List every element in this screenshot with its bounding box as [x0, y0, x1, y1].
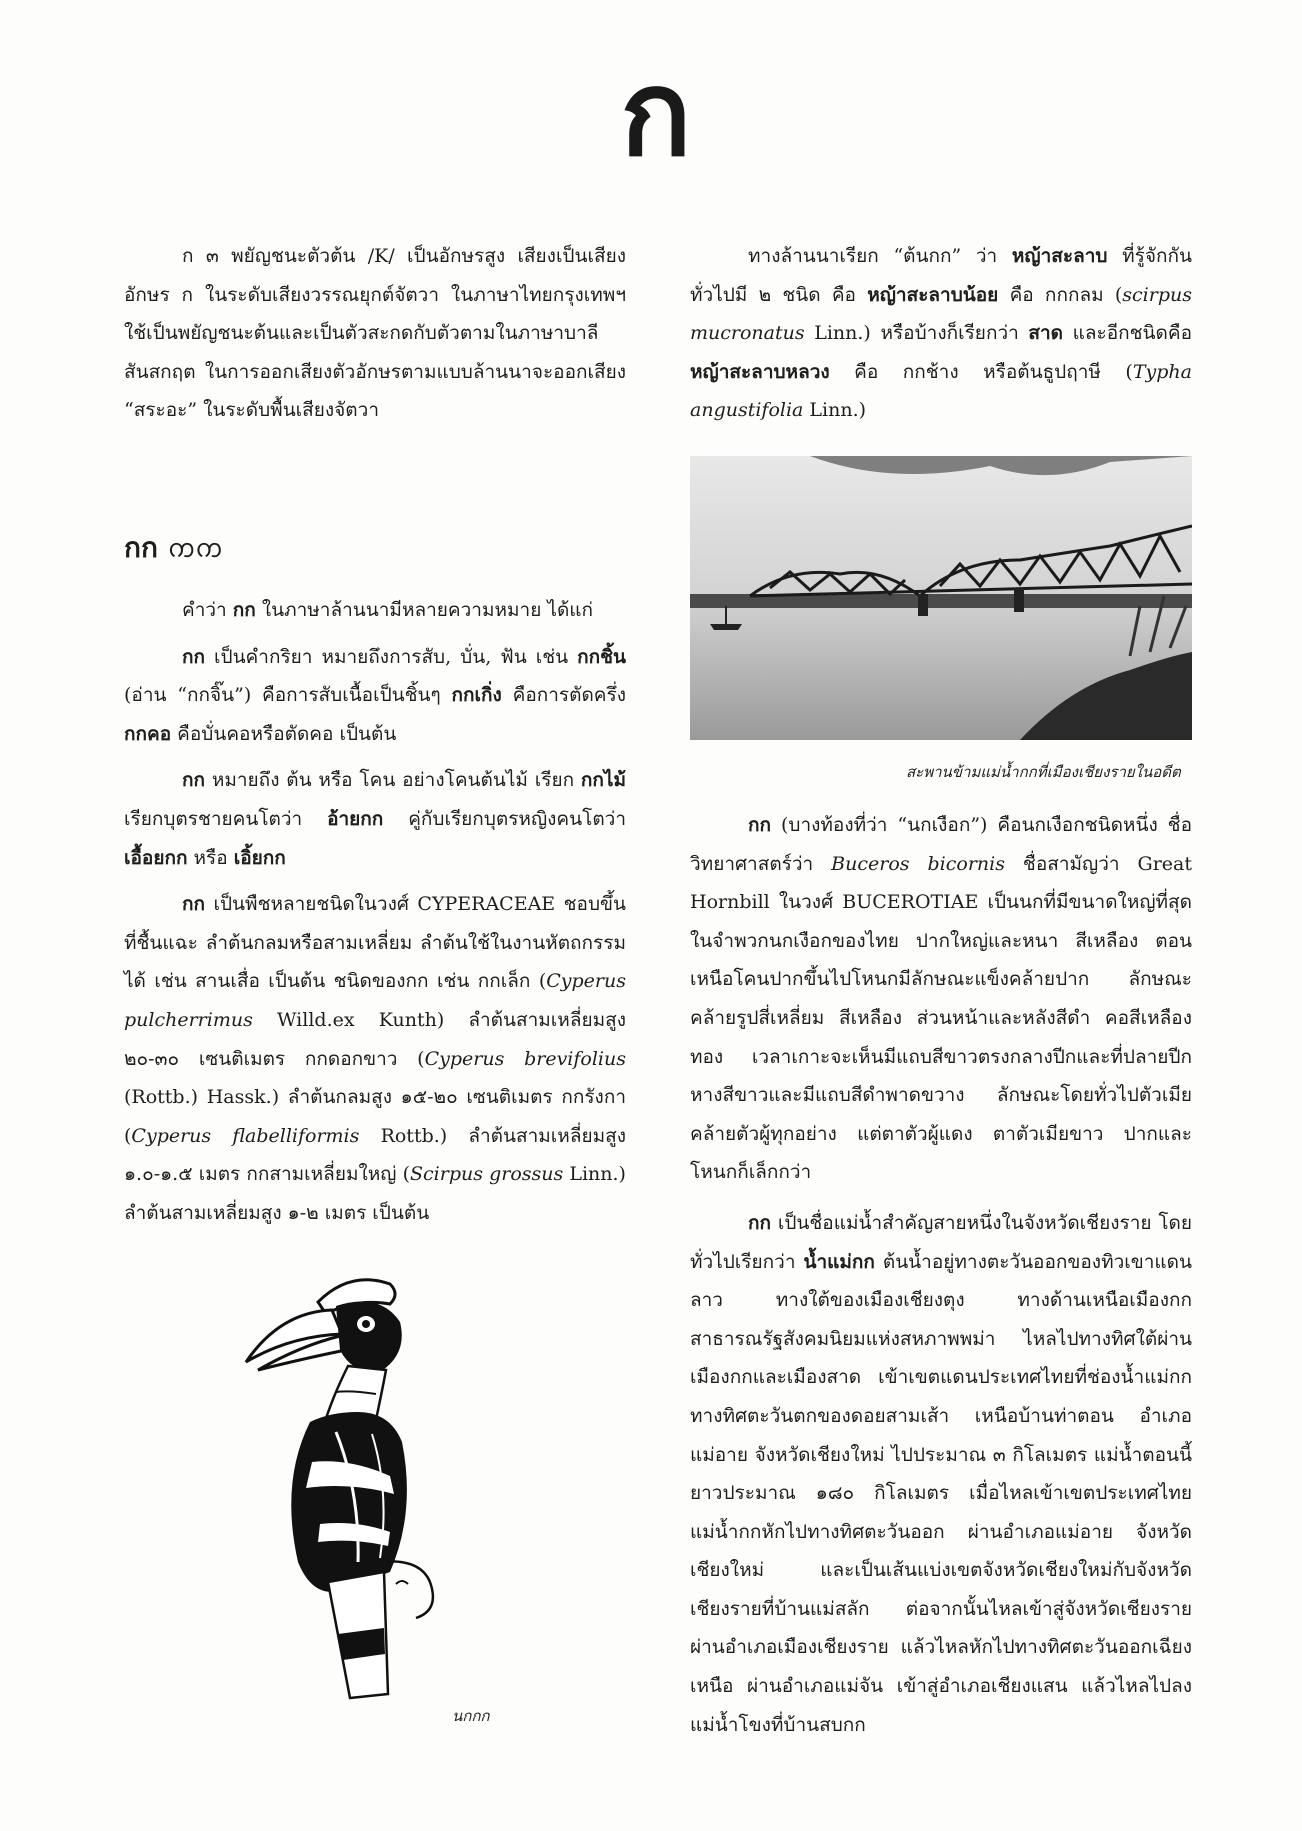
- sedge-local-names-paragraph: ทางล้านนาเรียก “ต้นกก” ว่า หญ้าสะลาบ ที่รู้จักกันทั่วไปมี ๒ ชนิด คือ หญ้าสะลาบน้อย คือ กกกลม (scirpus mucronatus Linn.) หรือบ้างก็เรียกว่า สาด และอีกชนิดคือ หญ้าสะลาบหลวง คือ กกช้าง หรือต้นธูปฤาษี (Typha angustifolia Linn.): [690, 245, 1193, 422]
- right-column: [690, 237, 1192, 430]
- right-column-lower: [690, 806, 1192, 1744]
- meaning-paragraph-2: กก หมายถึง ต้น หรือ โคน อย่างโคนต้นไม้ เรียก กกไม้ เรียกบุตรชายคนโตว่า อ้ายกก คู่กับเรียกบุตรหญิงคนโตว่า เอื้อยกก หรือ เอิ้ยกก: [124, 769, 626, 869]
- entry-word: กก: [124, 531, 158, 564]
- left-column: [124, 237, 626, 430]
- hornbill-illustration: [240, 1262, 490, 1702]
- bird-caption: นกกก: [452, 1707, 490, 1725]
- hornbill-paragraph: กก (บางท้องที่ว่า “นกเงือก”) คือนกเงือกชนิดหนึ่ง ชื่อวิทยาศาสตร์ว่า Buceros bicornis ชื่อสามัญว่า Great Hornbill ในวงศ์ BUCEROTIAE เป็นนกที่มีขนาดใหญ่ที่สุดในจำพวกนกเงือกของไทย ปากใหญ่และหนา สีเหลือง ตอนเหนือโคนปากขึ้นไปโหนกมีลักษณะแข็งคล้ายปาก ลักษณะคล้ายรูปสี่เหลี่ยม สีเหลือง ส่วนหน้าและหลังสีดำ คอสีเหลืองทอง เวลาเกาะจะเห็นมีแถบสีขาวตรงกลางปีกและที่ปลายปีก หางสีขาวและมีแถบสีดำพาดขวาง ลักษณะโดยทั่วไปตัวเมียคล้ายตัวผู้ทุกอย่าง แต่ตาตัวผู้แดง ตาตัวเมียขาว ปากและโหนกก็เล็กกว่า: [690, 814, 1192, 1184]
- bridge-photo: [690, 456, 1192, 740]
- entry-heading: [124, 528, 223, 569]
- meaning-paragraph-1: กก เป็นคำกริยา หมายถึงการสับ, บั่น, ฟัน เช่น กกชิ้น (อ่าน “กกจิ๊น”) คือการสับเนื้อเป็นชิ้นๆ กกเกิ่ง คือการตัดครึ่ง กกคอ คือบั่นคอหรือตัดคอ เป็นต้น: [124, 645, 626, 745]
- kok-river-paragraph: กก เป็นชื่อแม่น้ำสำคัญสายหนึ่งในจังหวัดเชียงราย โดยทั่วไปเรียกว่า น้ำแม่กก ต้นน้ำอยู่ทางตะวันออกของทิวเขาแดนลาว ทางใต้ของเมืองเชียงตุง ทางด้านเหนือเมืองกก สาธารณรัฐสังคมนิยมแห่งสหภาพพม่า ไหลไปทางทิศใต้ผ่านเมืองกกและเมืองสาด เข้าเขตแดนประเทศไทยที่ช่องน้ำแม่กก ทางทิศตะวันตกของดอยสามเส้า เหนือบ้านท่าตอน อำเภอแม่อาย จังหวัดเชียงใหม่ ไปประมาณ ๓ กิโลเมตร แม่น้ำตอนนี้ยาวประมาณ ๑๘๐ กิโลเมตร เมื่อไหลเข้าเขตประเทศไทยแม่น้ำกกหักไปทางทิศตะวันออก ผ่านอำเภอแม่อาย จังหวัดเชียงใหม่ และเป็นเส้นแบ่งเขตจังหวัดเชียงใหม่กับจังหวัดเชียงรายที่บ้านแม่สลัก ต่อจากนั้นไหลเข้าสู่จังหวัดเชียงราย ผ่านอำเภอเมืองเชียงราย แล้วไหลหักไปทางทิศตะวันออกเฉียงเหนือ ผ่านอำเภอแม่จัน เข้าสู่อำเภอเชียงแสน แล้วไหลไปลงแม่น้ำโขงที่บ้านสบกก: [690, 1211, 1192, 1736]
- section-letter: ก: [620, 44, 692, 182]
- entry-lanna-script: ᨠᨠ: [167, 534, 223, 564]
- meanings-intro: คำว่า กก ในภาษาล้านนามีหลายความหมาย ได้แก่: [182, 599, 594, 621]
- bridge-photo-drawing: [690, 456, 1192, 740]
- meaning-paragraph-3: กก เป็นพืชหลายชนิดในวงศ์ CYPERACEAE ชอบขึ้นที่ชื้นแฉะ ลำต้นกลมหรือสามเหลี่ยม ลำต้นใช้ในงานหัตถกรรมได้ เช่น สานเสื่อ เป็นต้น ชนิดของกก เช่น กกเล็ก (Cyperus pulcherrimus Willd.ex Kunth) ลำต้นสามเหลี่ยมสูง ๒๐-๓๐ เซนติเมตร กกดอกขาว (Cyperus brevifolius (Rottb.) Hassk.) ลำต้นกลมสูง ๑๕-๒๐ เซนติเมตร กกรังกา (Cyperus flabelliformis Rottb.) ลำต้นสามเหลี่ยมสูง ๑.๐-๑.๕ เมตร กกสามเหลี่ยมใหญ่ (Scirpus grossus Linn.) ลำต้นสามเหลี่ยมสูง ๑-๒ เมตร เป็นต้น: [124, 893, 626, 1224]
- bridge-photo-caption: สะพานข้ามแม่น้ำกกที่เมืองเชียงรายในอดีต: [906, 763, 1181, 781]
- intro-paragraph: ก ๓ พยัญชนะตัวต้น /K/ เป็นอักษรสูง เสียงเป็นเสียงอักษร ก ในระดับเสียงวรรณยุกต์จัตวา ในภาษาไทยกรุงเทพฯ ใช้เป็นพยัญชนะต้นและเป็นตัวสะกดกับตัวตามในภาษาบาลีสันสกฤต ในการออกเสียงตัวอักษรตามแบบล้านนาจะออกเสียง “สระอะ” ในระดับพื้นเสียงจัตวา: [124, 245, 626, 422]
- left-column-meanings: [124, 591, 626, 1233]
